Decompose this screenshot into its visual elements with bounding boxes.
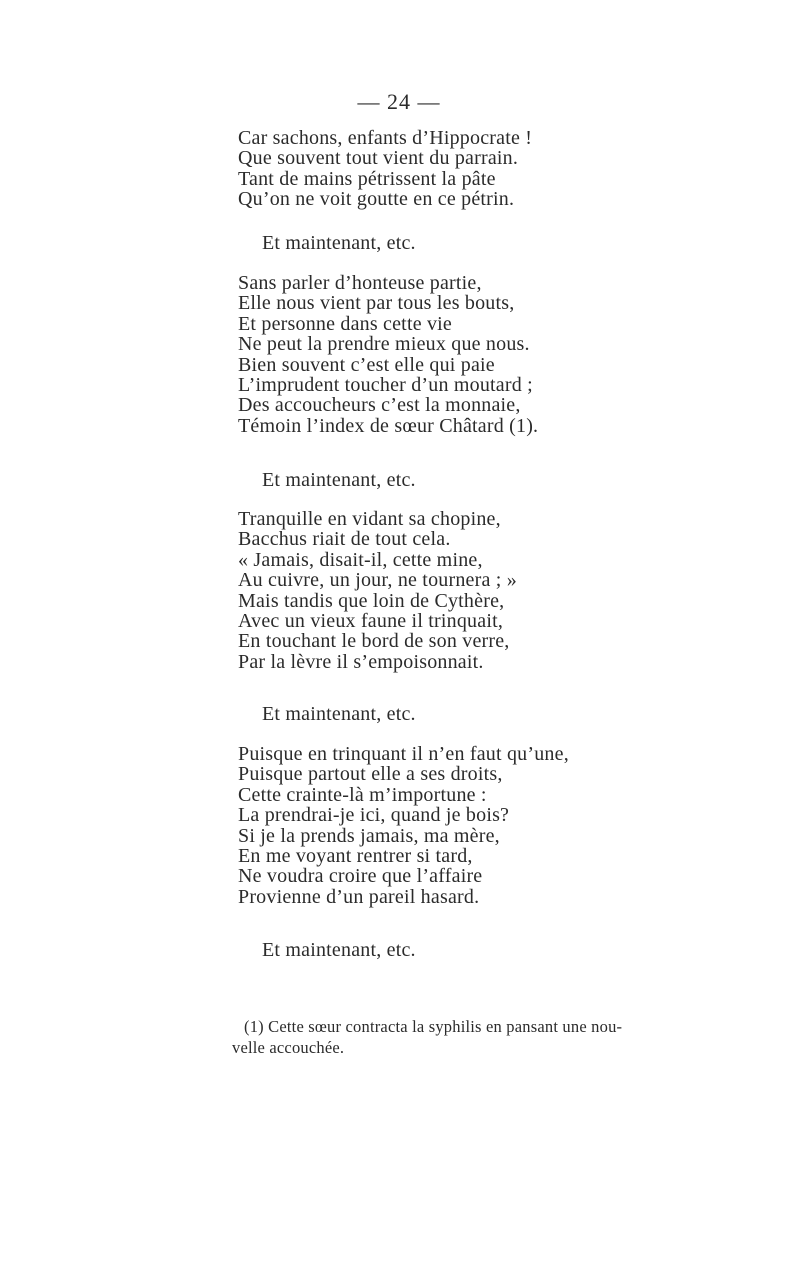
verse-line: Bien souvent c’est elle qui paie bbox=[238, 353, 495, 376]
page-number: — 24 — bbox=[357, 89, 441, 114]
verse-line: Cette crainte-là m’importune : bbox=[238, 783, 487, 806]
footnote bbox=[232, 1016, 728, 1058]
refrain: Et maintenant, etc. bbox=[262, 469, 416, 491]
verse-line: L’imprudent toucher d’un moutard ; bbox=[238, 374, 533, 397]
verse-line: « Jamais, disait-il, cette mine, bbox=[238, 548, 483, 571]
verse-line: Témoin l’index de sœur Châtard (1). bbox=[238, 414, 539, 437]
footnote-line: velle accouchée. bbox=[232, 1038, 345, 1057]
verse-line: Qu’on ne voit goutte en ce pétrin. bbox=[238, 188, 515, 211]
verse-line: Puisque en trinquant il n’en faut qu’une, bbox=[238, 743, 569, 765]
verse-line: Et personne dans cette vie bbox=[238, 312, 453, 335]
stanza-3 bbox=[238, 509, 758, 672]
verse-line: Avec un vieux faune il trinquait, bbox=[238, 610, 504, 633]
verse-line: Ne voudra croire que l’affaire bbox=[238, 865, 483, 888]
verse-line: Au cuivre, un jour, ne tournera ; » bbox=[238, 569, 517, 592]
refrain: Et maintenant, etc. bbox=[262, 939, 416, 961]
verse-line: Ne peut la prendre mieux que nous. bbox=[238, 333, 530, 356]
verse-line: Tranquille en vidant sa chopine, bbox=[238, 508, 501, 530]
verse-line: En me voyant rentrer si tard, bbox=[238, 845, 473, 868]
verse-line: La prendrai-je ici, quand je bois? bbox=[238, 804, 510, 827]
verse-line: Des accoucheurs c’est la monnaie, bbox=[238, 394, 521, 417]
stanza-4 bbox=[238, 744, 758, 907]
verse-line: Sans parler d’honteuse partie, bbox=[238, 272, 482, 294]
footnote-line: (1) Cette sœur contracta la syphilis en pansant une nou- bbox=[244, 1017, 623, 1036]
verse-line: Elle nous vient par tous les bouts, bbox=[238, 292, 515, 315]
verse-line: En touchant le bord de son verre, bbox=[238, 630, 510, 653]
verse-line: Si je la prends jamais, ma mère, bbox=[238, 824, 500, 847]
verse-line: Tant de mains pétrissent la pâte bbox=[238, 167, 496, 190]
verse-line: Bacchus riait de tout cela. bbox=[238, 528, 451, 551]
verse-line: Par la lèvre il s’empoisonnait. bbox=[238, 650, 484, 673]
verse-line: Mais tandis que loin de Cythère, bbox=[238, 589, 505, 612]
verse-line: Car sachons, enfants d’Hippocrate ! bbox=[238, 127, 533, 149]
refrain: Et maintenant, etc. bbox=[262, 232, 416, 254]
stanza-1 bbox=[238, 128, 758, 210]
verse-line: Provienne d’un pareil hasard. bbox=[238, 885, 480, 908]
refrain: Et maintenant, etc. bbox=[262, 703, 416, 725]
stanza-2 bbox=[238, 273, 758, 436]
verse-line: Que souvent tout vient du parrain. bbox=[238, 147, 519, 170]
verse-line: Puisque partout elle a ses droits, bbox=[238, 763, 503, 786]
